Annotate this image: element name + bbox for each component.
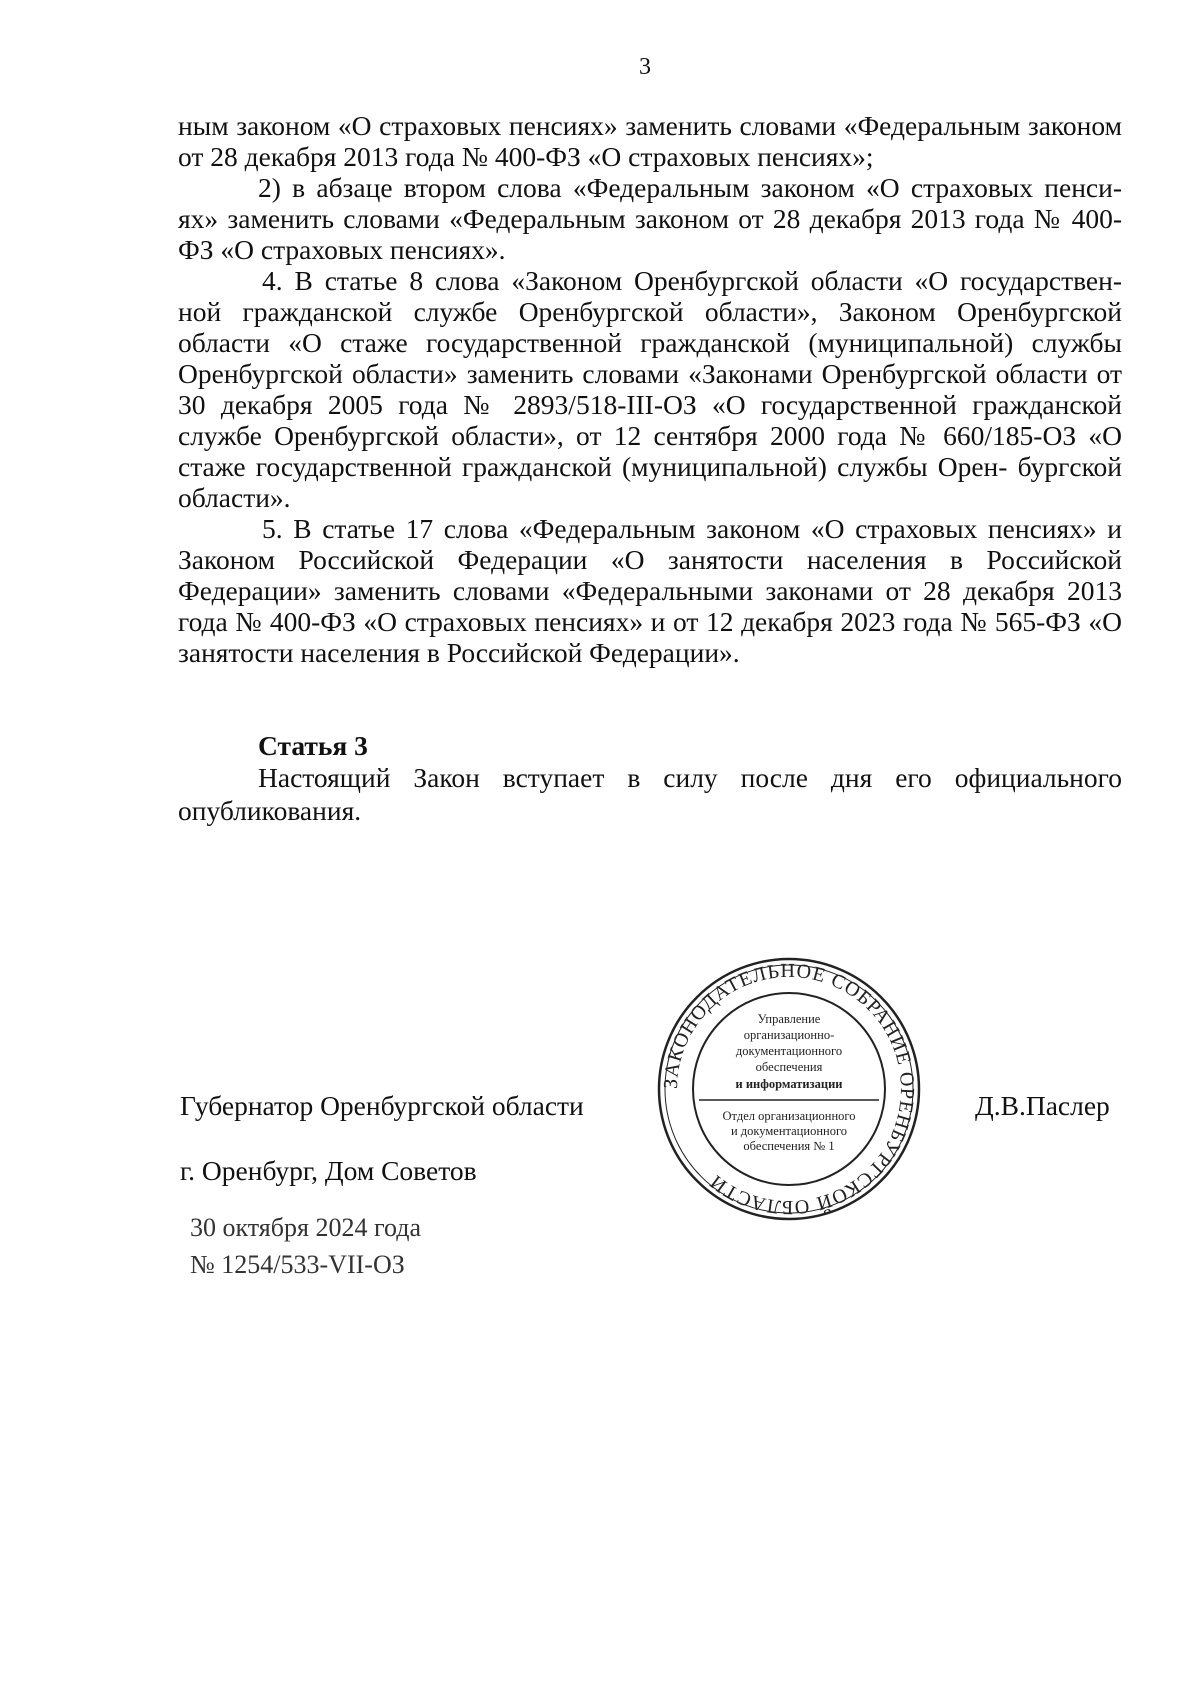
seal-lower-line-1: Отдел организационного bbox=[722, 1109, 856, 1123]
seal-lower-line-3: обеспечения № 1 bbox=[743, 1139, 835, 1153]
seal-upper-line-1: Управление bbox=[757, 1012, 821, 1026]
page-number: 3 bbox=[639, 54, 651, 80]
seal-lower-line-2: и документационного bbox=[730, 1124, 848, 1138]
seal-ring-textpath: ЗАКОНОДАТЕЛЬНОЕ СОБРАНИЕ ОРЕНБУРГСКОЙ ОБЛАСТИ bbox=[659, 959, 919, 1219]
official-seal-icon bbox=[655, 955, 923, 1223]
document-body bbox=[178, 110, 1122, 668]
signing-place: г. Оренбург, Дом Советов bbox=[180, 1155, 477, 1186]
signatory-position: Губернатор Оренбургской области bbox=[180, 1090, 584, 1121]
paragraph-item-4: 4. В статье 8 слова «Законом Оренбургской области «О государствен- ной гражданской службе Оренбургской области», Законом Оренбургской области «О стаже государственной гражданской (муниципальной) службы Оренбургской области» заменить словами «Законами Оренбургской области от 30 декабря 2005 года № 2893/518-III-ОЗ «О государственной гражданской службе Оренбургской области», от 12 сентября 2000 года № 660/185-ОЗ «О стаже государственной гражданской (муниципальной) службы Орен- бургской области». bbox=[178, 265, 1122, 513]
seal-upper-line-3: документационного bbox=[735, 1044, 843, 1058]
seal-upper-line-5: и информатизации bbox=[735, 1077, 843, 1091]
seal-upper-line-4: обеспечения bbox=[755, 1060, 823, 1074]
law-number: № 1254/533-VII-ОЗ bbox=[190, 1250, 405, 1279]
article-3-text bbox=[178, 761, 1122, 827]
signing-date: 30 октября 2024 года bbox=[190, 1213, 421, 1242]
paragraph-item-2: 2) в абзаце втором слова «Федеральным законом «О страховых пенси- ях» заменить словами «Федеральным законом от 28 декабря 2013 года № 400-ФЗ «О страховых пенсиях». bbox=[178, 172, 1122, 265]
article-3-paragraph: Настоящий Закон вступает в силу после дня его официального опубликования. bbox=[178, 762, 1122, 826]
article-3-title: Статья 3 bbox=[258, 730, 368, 761]
signatory-name: Д.В.Паслер bbox=[975, 1090, 1110, 1121]
paragraph-continuation: ным законом «О страховых пенсиях» заменить словами «Федеральным законом от 28 декабря 2013 года № 400-ФЗ «О страховых пенсиях»; bbox=[178, 110, 1122, 172]
paragraph-item-5: 5. В статье 17 слова «Федеральным законом «О страховых пенсиях» и Законом Российской Федерации «О занятости населения в Российской Федерации» заменить словами «Федеральными законами от 28 декабря 2013 года № 400-ФЗ «О страховых пенсиях» и от 12 декабря 2023 года № 565-ФЗ «О занятости населения в Российской Федерации». bbox=[178, 513, 1122, 668]
seal-upper-line-2: организационно- bbox=[743, 1028, 835, 1042]
